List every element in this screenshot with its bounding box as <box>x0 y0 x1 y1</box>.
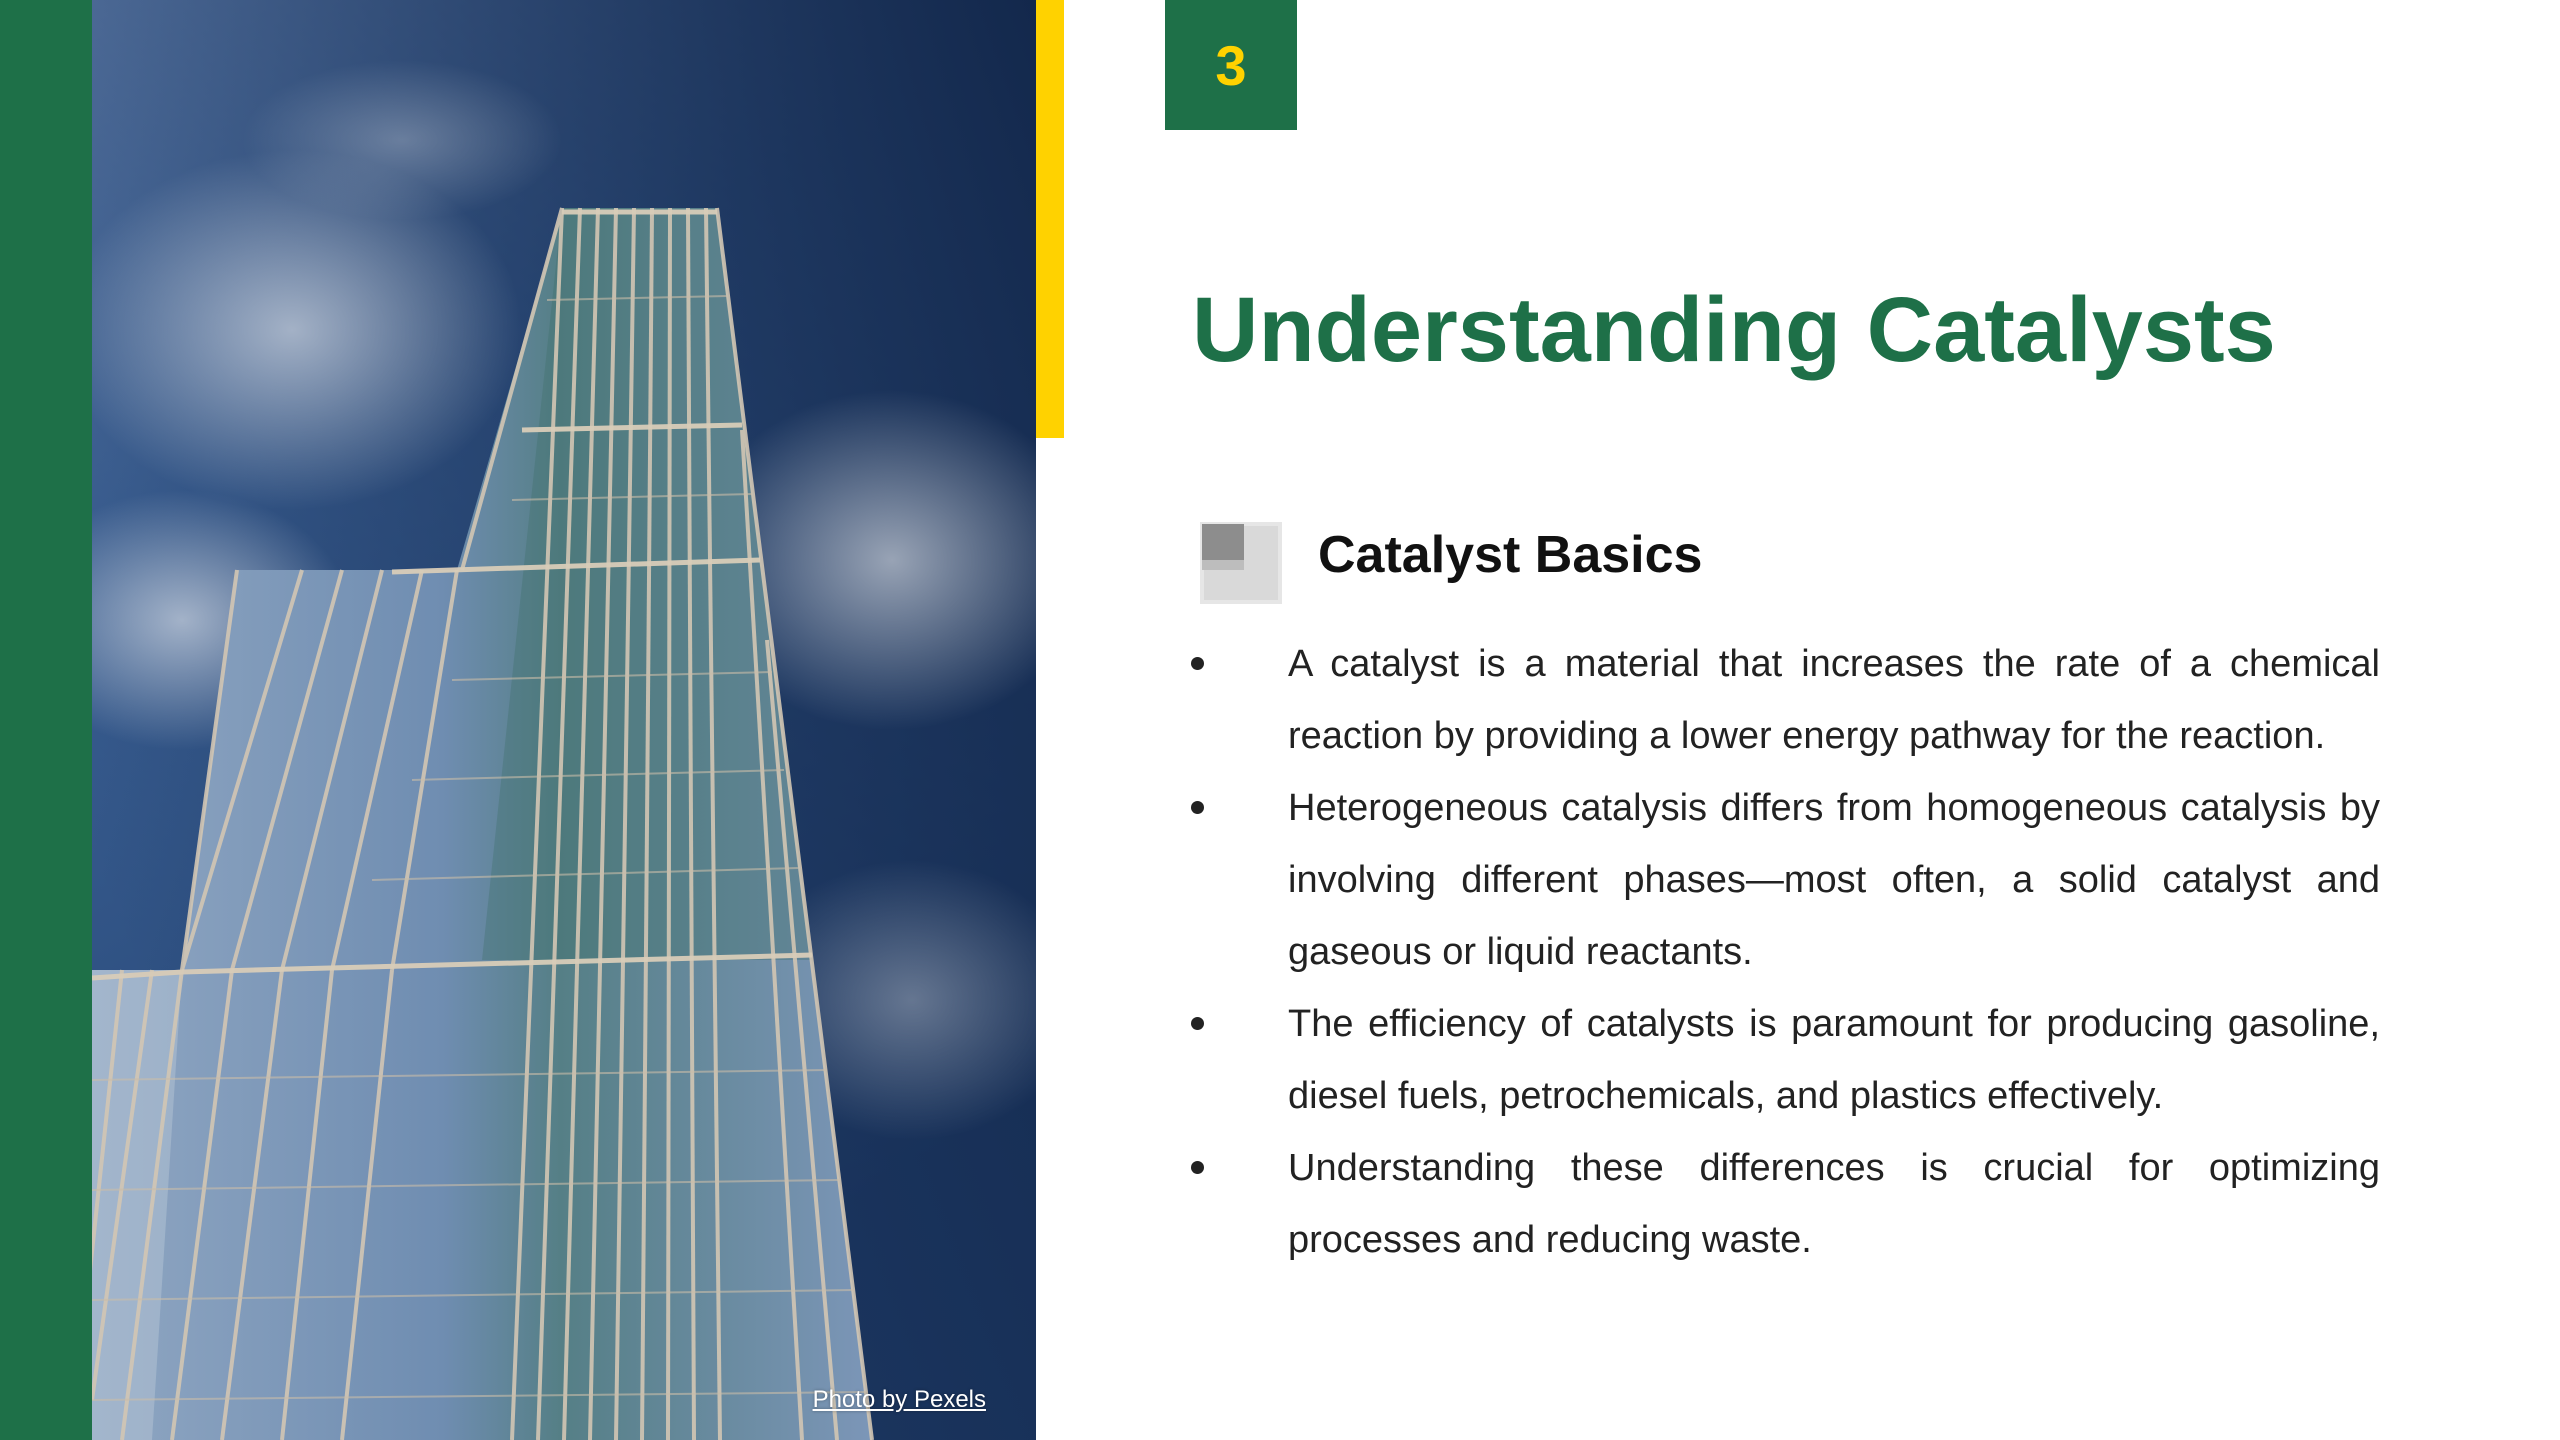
bullet-text: Understanding these differences is crucial for optimizing processes and reducing waste. <box>1288 1147 2380 1261</box>
bullet-list <box>1180 628 2380 1276</box>
skyscraper-image <box>92 0 1036 1440</box>
yellow-accent-bar <box>1036 0 1064 438</box>
stacked-squares-icon <box>1198 520 1284 606</box>
bullet-dot-icon <box>1191 1161 1204 1174</box>
slide-number-badge <box>1165 0 1297 130</box>
skyscraper-photo <box>92 0 1036 1440</box>
bullet-item <box>1180 988 2380 1132</box>
bullet-dot-icon <box>1191 1017 1204 1030</box>
bullet-item <box>1180 628 2380 772</box>
slide-number: 3 <box>1215 33 1247 97</box>
bullet-dot-icon <box>1191 657 1204 670</box>
slide-title: Understanding Catalysts <box>1192 279 2276 381</box>
bullet-dot-icon <box>1191 801 1204 814</box>
bullet-text: A catalyst is a material that increases the rate of a chemical reaction by providing a lower energy pathway for the reaction. <box>1288 643 2380 757</box>
section-heading: Catalyst Basics <box>1318 526 1703 584</box>
left-green-band <box>0 0 92 1440</box>
bullet-text: Heterogeneous catalysis differs from homogeneous catalysis by involving different phases—most often, a solid catalyst and gaseous or liquid reactants. <box>1288 787 2380 973</box>
bullet-item <box>1180 772 2380 988</box>
photo-credit-link[interactable]: Photo by Pexels <box>812 1386 986 1413</box>
bullet-text: The efficiency of catalysts is paramount for producing gasoline, diesel fuels, petrochemicals, and plastics effectively. <box>1288 1003 2380 1117</box>
bullet-item <box>1180 1132 2380 1276</box>
